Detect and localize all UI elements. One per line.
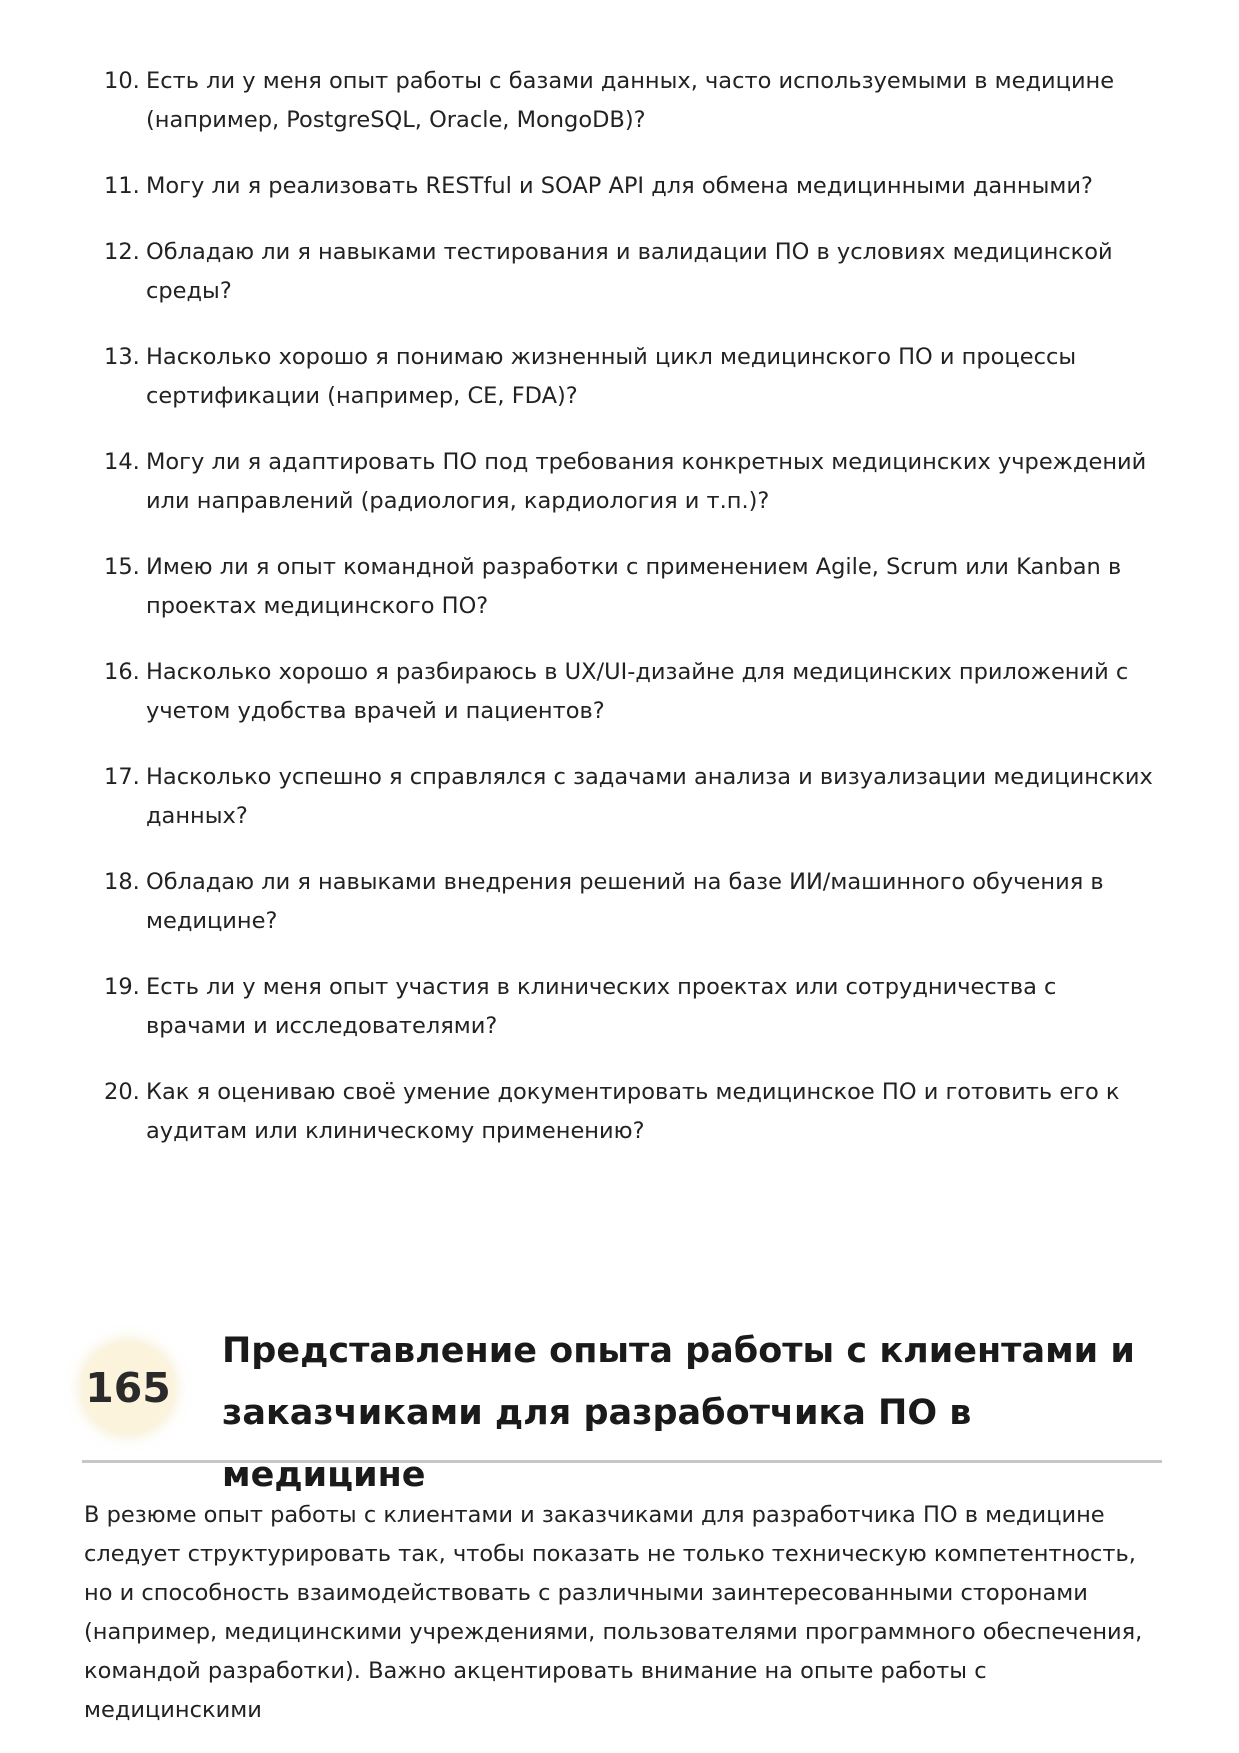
list-item-number: 19.: [104, 974, 140, 1000]
list-item-number: 15.: [104, 554, 140, 580]
list-item-text: Насколько хорошо я разбираюсь в UX/UI-дизайне для медицинских приложений с учетом удобства врачей и пациентов?: [146, 659, 1129, 724]
list-item-text: Имею ли я опыт командной разработки с применением Agile, Scrum или Kanban в проектах медицинского ПО?: [146, 554, 1122, 619]
list-item: [0, 548, 1239, 626]
list-item-text: Насколько хорошо я понимаю жизненный цикл медицинского ПО и процессы сертификации (например, CE, FDA)?: [146, 344, 1077, 409]
list-item: [0, 1073, 1239, 1151]
list-item: [0, 968, 1239, 1046]
list-item-text: Обладаю ли я навыками внедрения решений на базе ИИ/машинного обучения в медицине?: [146, 869, 1104, 934]
list-item: [0, 758, 1239, 836]
question-list: [0, 62, 1239, 1178]
list-item-text: Есть ли у меня опыт работы с базами данных, часто используемыми в медицине (например, PostgreSQL, Oracle, MongoDB)?: [146, 68, 1115, 133]
list-item: [0, 62, 1239, 140]
list-item: [0, 863, 1239, 941]
list-item: [0, 338, 1239, 416]
section-number-badge: 165: [82, 1342, 174, 1434]
section-title: Представление опыта работы с клиентами и заказчиками для разработчика ПО в медицине: [222, 1331, 1135, 1495]
list-item-number: 16.: [104, 659, 140, 685]
list-item-text: Могу ли я реализовать RESTful и SOAP API для обмена медицинными данными?: [146, 173, 1093, 199]
list-item-number: 14.: [104, 449, 140, 475]
list-item-text: Могу ли я адаптировать ПО под требования конкретных медицинских учреждений или направлений (радиология, кардиология и т.п.)?: [146, 449, 1147, 514]
list-item-text: Насколько успешно я справлялся с задачами анализа и визуализации медицинских данных?: [146, 764, 1153, 829]
list-item-number: 11.: [104, 173, 140, 199]
list-item-text: Как я оцениваю своё умение документировать медицинское ПО и готовить его к аудитам или клиническому применению?: [146, 1079, 1120, 1144]
list-item: [0, 443, 1239, 521]
list-item-number: 13.: [104, 344, 140, 370]
list-item-number: 10.: [104, 68, 140, 94]
list-item: [0, 167, 1239, 206]
list-item-text: Обладаю ли я навыками тестирования и валидации ПО в условиях медицинской среды?: [146, 239, 1113, 304]
list-item-number: 12.: [104, 239, 140, 265]
list-item-number: 17.: [104, 764, 140, 790]
list-item: [0, 653, 1239, 731]
list-item-number: 18.: [104, 869, 140, 895]
list-item-number: 20.: [104, 1079, 140, 1105]
section-header: [82, 1320, 1162, 1495]
body-paragraph: В резюме опыт работы с клиентами и заказчиками для разработчика ПО в медицине следует структурировать так, чтобы показать не только техническую компетентность, но и способность взаимодействовать с различными заинтересованными сторонами (например, медицинскими учреждениями, пользователями программного обеспечения, командой разработки). Важно акцентировать внимание на опыте работы с медицинскими: [84, 1502, 1143, 1723]
list-item: [0, 233, 1239, 311]
list-item-text: Есть ли у меня опыт участия в клинических проектах или сотрудничества с врачами и исследователями?: [146, 974, 1057, 1039]
